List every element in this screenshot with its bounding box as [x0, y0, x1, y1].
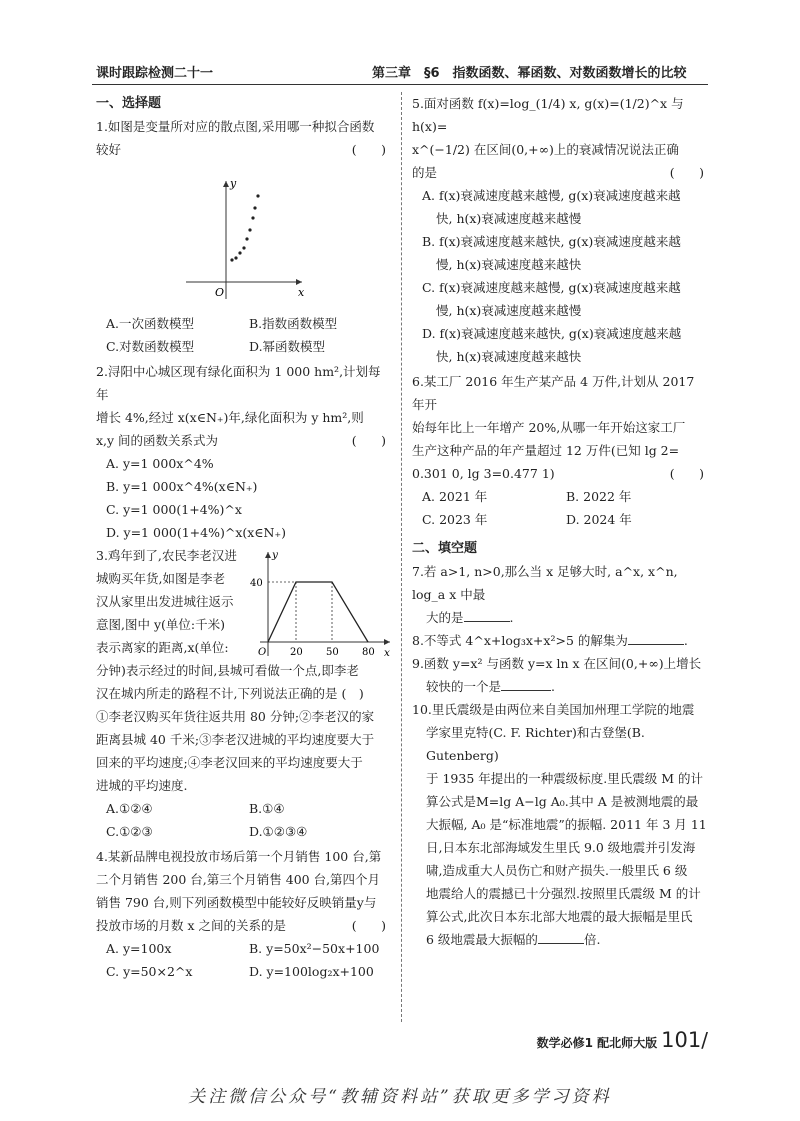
- q1-scatter-figure: [96, 165, 392, 308]
- question-6: [412, 370, 710, 531]
- q5-line2: x^(−1/2) 在区间(0,+∞)上的衰减情况说法正确: [412, 142, 679, 157]
- q3-option-d[interactable]: D.①②③④: [249, 824, 308, 839]
- q1-answer-bracket: ( ): [351, 142, 392, 157]
- q5-option-a-line2: 快, h(x)衰减速度越来越慢: [436, 211, 582, 226]
- q5-option-a-line1: A. f(x)衰减速度越来越慢, g(x)衰减速度越来越: [422, 188, 681, 203]
- header-right: 第三章 §6 指数函数、幂函数、对数函数增长的比较: [372, 66, 687, 81]
- q10-line6: 日,日本东北部海域发生里氏 9.0 级地震并引发海: [426, 840, 696, 855]
- q3-origin-label: O: [258, 647, 267, 658]
- q8-stem-end: .: [683, 633, 688, 648]
- q3-tick-40: 40: [250, 578, 263, 589]
- page-number: 101: [661, 1028, 702, 1052]
- question-2: [96, 360, 392, 544]
- q3-line4: 意图,图中 y(单位:千米): [96, 617, 225, 632]
- q1-option-d[interactable]: D.幂函数模型: [249, 339, 326, 354]
- q9-line2-end: .: [551, 679, 555, 694]
- footer-slash: /: [701, 1028, 708, 1052]
- q6-line4: 0.301 0, lg 3=0.477 1): [412, 466, 555, 481]
- q7-line2: 大的是: [426, 610, 464, 625]
- q6-line3: 生产这种产品的年产量超过 12 万件(已知 lg 2=: [412, 443, 680, 458]
- question-9: [412, 652, 710, 698]
- q3-tick-20: 20: [290, 647, 303, 658]
- header-left: 课时跟踪检测二十一: [96, 66, 214, 81]
- q2-option-b[interactable]: B. y=1 000x^4%(x∈N₊): [106, 479, 258, 494]
- q10-line7: 啸,造成重大人员伤亡和财产损失.一般里氏 6 级: [426, 863, 688, 878]
- q5-line1: 5.面对函数 f(x)=log_(1/4) x, g(x)=(1/2)^x 与 h(x)=: [412, 96, 684, 134]
- question-1: [96, 115, 392, 358]
- q2-answer-bracket: ( ): [351, 433, 392, 448]
- q1-origin-label: O: [215, 286, 225, 299]
- q5-line3: 的是: [412, 165, 438, 180]
- q6-answer-bracket: ( ): [669, 466, 710, 481]
- q5-option-d[interactable]: [412, 322, 710, 368]
- q10-line9: 算公式,此次日本东北部大地震的最大振幅是里氏: [426, 909, 693, 924]
- q10-line2: 学家里克特(C. F. Richter)和古登堡(B. Gutenberg): [426, 725, 645, 763]
- q2-line2: 增长 4%,经过 x(x∈N₊)年,绿化面积为 y hm²,则: [96, 410, 364, 425]
- q1-scatter-points: [230, 194, 259, 261]
- q5-option-a[interactable]: [412, 184, 710, 230]
- q10-line1: 10.里氏震级是由两位来自美国加州理工学院的地震: [412, 702, 695, 717]
- q7-answer-blank[interactable]: [464, 609, 510, 622]
- q4-line2: 二个月销售 200 台,第三个月销售 400 台,第四个月: [96, 872, 381, 887]
- watermark-text: 关注微信公众号“教辅资料站”获取更多学习资料: [188, 1087, 612, 1107]
- q4-option-a[interactable]: A. y=100x: [106, 941, 172, 956]
- q6-line1: 6.某工厂 2016 年生产某产品 4 万件,计划从 2017 年开: [412, 374, 695, 412]
- q10-line10: 6 级地震最大振幅的: [426, 932, 538, 947]
- q3-tick-80: 80: [362, 647, 375, 658]
- q10-line3: 于 1935 年提出的一种震级标度.里氏震级 M 的计: [426, 771, 703, 786]
- q3-line6: 分钟)表示经过的时间,县城可看做一个点,即李老: [96, 663, 359, 678]
- q2-option-a[interactable]: A. y=1 000x^4%: [106, 456, 214, 471]
- q2-option-c[interactable]: C. y=1 000(1+4%)^x: [106, 502, 242, 517]
- q1-y-label: y: [230, 177, 237, 190]
- q6-option-b[interactable]: B. 2022 年: [566, 489, 632, 504]
- header-rule: [92, 84, 708, 85]
- q1-option-a[interactable]: A.一次函数模型: [106, 316, 195, 331]
- q2-option-d[interactable]: D. y=1 000(1+4%)^x(x∈N₊): [106, 525, 286, 540]
- q8-answer-blank[interactable]: [628, 632, 684, 645]
- q3-tick-50: 50: [326, 647, 339, 658]
- q6-option-a[interactable]: A. 2021 年: [422, 489, 488, 504]
- page-footer: [537, 1028, 708, 1052]
- q7-line1: 7.若 a>1, n>0,那么当 x 足够大时, a^x, x^n, log_a x 中最: [412, 564, 678, 602]
- q5-answer-bracket: ( ): [669, 165, 710, 180]
- q1-line2: 较好: [96, 142, 122, 157]
- q4-option-c[interactable]: C. y=50×2^x: [106, 964, 193, 979]
- q3-line2: 城购买年货,如图是李老: [96, 571, 225, 586]
- q5-option-d-line2: 快, h(x)衰减速度越来越快: [436, 349, 582, 364]
- q1-option-b[interactable]: B.指数函数模型: [249, 316, 338, 331]
- question-8: [412, 629, 710, 652]
- q3-line5: 表示离家的距离,x(单位:: [96, 640, 229, 655]
- q3-x-label: x: [384, 647, 390, 659]
- q5-option-c[interactable]: [412, 276, 710, 322]
- question-4: [96, 845, 392, 983]
- q8-stem: 8.不等式 4^x+log₃x+x²>5 的解集为: [412, 633, 628, 648]
- q3-y-label: y: [272, 549, 278, 561]
- q9-answer-blank[interactable]: [501, 678, 551, 691]
- q3-option-c[interactable]: C.①②③: [106, 824, 153, 839]
- q5-option-d-line1: D. f(x)衰减速度越来越快, g(x)衰减速度越来越: [422, 326, 682, 341]
- q3-line11: 进城的平均速度.: [96, 778, 188, 793]
- q10-line8: 地震给人的震撼已十分强烈.按照里氏震级 M 的计: [426, 886, 701, 901]
- column-divider: [401, 92, 402, 1022]
- q4-line1: 4.某新品牌电视投放市场后第一个月销售 100 台,第: [96, 849, 382, 864]
- q2-line1: 2.浔阳中心城区现有绿化面积为 1 000 hm²,计划每年: [96, 364, 381, 402]
- q4-line4: 投放市场的月数 x 之间的关系的是: [96, 918, 286, 933]
- left-column: [96, 92, 392, 983]
- q4-answer-bracket: ( ): [351, 918, 392, 933]
- q3-line9: 距离县城 40 千米;③李老汉进城的平均速度要大于: [96, 732, 375, 747]
- question-5: [412, 92, 710, 368]
- q3-line8: ①李老汉购买年货往返共用 80 分钟;②李老汉的家: [96, 709, 375, 724]
- q10-answer-blank[interactable]: [538, 931, 584, 944]
- footer-book-label: 数学必修1 配北师大版: [536, 1036, 658, 1050]
- q10-line5: 大振幅, A₀ 是“标准地震”的振幅. 2011 年 3 月 11: [426, 817, 707, 832]
- q3-line1: 3.鸡年到了,农民李老汉进: [96, 548, 237, 563]
- q5-option-c-line2: 慢, h(x)衰减速度越来越慢: [436, 303, 582, 318]
- q4-line3: 销售 790 台,则下列函数模型中能较好反映销量y与: [96, 895, 377, 910]
- q1-x-label: x: [298, 286, 305, 299]
- section-choice-title: 一、选择题: [96, 96, 162, 111]
- q3-distance-graph: [250, 544, 394, 664]
- q10-line4: 算公式是M=lg A−lg A₀.其中 A 是被测地震的最: [426, 794, 699, 809]
- q9-line1: 9.函数 y=x² 与函数 y=x ln x 在区间(0,+∞)上增长: [412, 656, 702, 671]
- q7-line2-end: .: [509, 610, 514, 625]
- q6-line2: 始每年比上一年增产 20%,从哪一年开始这家工厂: [412, 420, 686, 435]
- q3-option-b[interactable]: B.①④: [249, 801, 285, 816]
- q4-option-d[interactable]: D. y=100log₂x+100: [249, 964, 374, 979]
- q3-line3: 汉从家里出发进城往返示: [96, 594, 234, 609]
- q5-option-b-line2: 慢, h(x)衰减速度越来越快: [436, 257, 582, 272]
- question-3: [96, 544, 392, 843]
- q3-option-a[interactable]: A.①②④: [106, 801, 153, 816]
- q4-option-b[interactable]: B. y=50x²−50x+100: [249, 941, 380, 956]
- q1-option-c[interactable]: C.对数函数模型: [106, 339, 195, 354]
- q9-line2: 较快的一个是: [426, 679, 502, 694]
- section-fill-title: 二、填空题: [412, 541, 478, 556]
- q3-line7: 汉在城内所走的路程不计,下列说法正确的是 ( ): [96, 686, 364, 701]
- q6-option-c[interactable]: C. 2023 年: [422, 512, 488, 527]
- q5-option-c-line1: C. f(x)衰减速度越来越慢, g(x)衰减速度越来越: [422, 280, 681, 295]
- q6-option-d[interactable]: D. 2024 年: [566, 512, 632, 527]
- q5-option-b[interactable]: [412, 230, 710, 276]
- question-10: [412, 698, 710, 951]
- q1-line1: 1.如图是变量所对应的散点图,采用哪一种拟合函数: [96, 119, 375, 134]
- q5-option-b-line1: B. f(x)衰减速度越来越快, g(x)衰减速度越来越: [422, 234, 681, 249]
- q10-line10-end: 倍.: [583, 932, 601, 947]
- q3-line10: 回来的平均速度;④李老汉回来的平均速度要大于: [96, 755, 363, 770]
- q2-line3: x,y 间的函数关系式为: [96, 433, 219, 448]
- right-column: [412, 92, 710, 951]
- question-7: [412, 560, 710, 629]
- q3-path-line: [268, 582, 368, 642]
